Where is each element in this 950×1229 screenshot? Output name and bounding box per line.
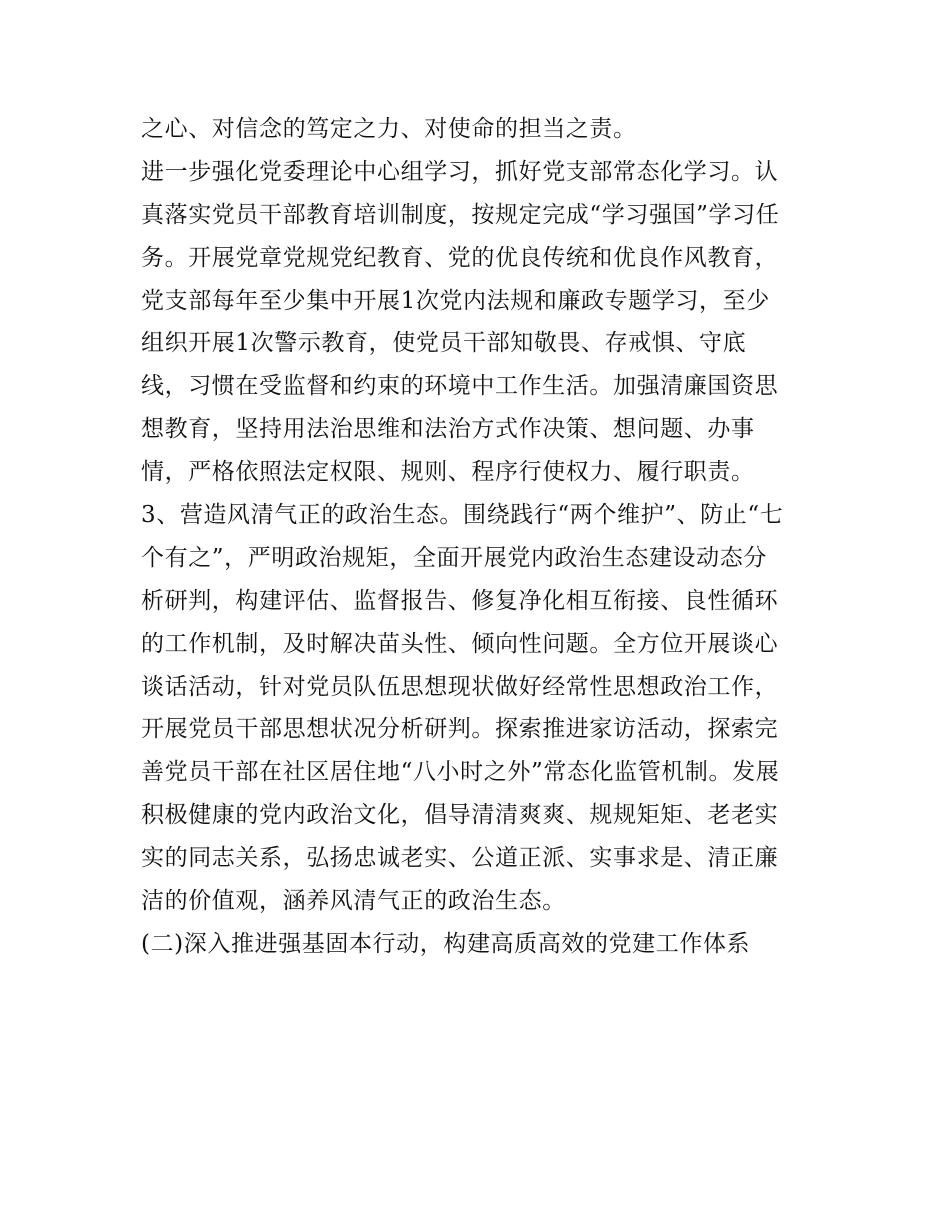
text-line: 积极健康的党内政治文化，倡导清清爽爽、规规矩矩、老老实 bbox=[141, 802, 779, 829]
text-line: 组织开展1次警示教育，使党员干部知敬畏、存戒惧、守底 bbox=[141, 330, 747, 357]
text-line: 想教育，坚持用法治思维和法治方式作决策、想问题、办事 bbox=[141, 416, 755, 443]
text-line: 之心、对信念的笃定之力、对使命的担当之责。 bbox=[141, 116, 637, 142]
text-line: 情，严格依照法定权限、规则、程序行使权力、履行职责。 bbox=[141, 459, 755, 486]
text-line: 党支部每年至少集中开展1次党内法规和廉政专题学习，至少 bbox=[141, 287, 770, 314]
text-line: 析研判，构建评估、监督报告、修复净化相互衔接、良性循环 bbox=[141, 587, 779, 614]
text-line: 个有之”，严明政治规矩，全面开展党内政治生态建设动态分 bbox=[141, 544, 767, 571]
document-body bbox=[141, 108, 821, 966]
subsection-heading: (二)深入推进强基固本行动，构建高质高效的党建工作体系 bbox=[141, 930, 751, 957]
text-line: 开展党员干部思想状况分析研判。探索推进家访活动，探索完 bbox=[141, 716, 779, 743]
text-line: 真落实党员干部教育培训制度，按规定完成“学习强国”学习任 bbox=[141, 201, 780, 228]
text-line: 实的同志关系，弘扬忠诚老实、公道正派、实事求是、清正廉 bbox=[141, 845, 779, 872]
text-line: 洁的价值观，涵养风清气正的政治生态。 bbox=[141, 888, 566, 915]
section-heading-line: 3、营造风清气正的政治生态。围绕践行“两个维护”、防止“七 bbox=[141, 502, 784, 529]
text-line: 谈话活动，针对党员队伍思想现状做好经常性思想政治工作， bbox=[141, 673, 779, 700]
text-line: 善党员干部在社区居住地“八小时之外”常态化监管机制。发展 bbox=[141, 759, 780, 786]
text-line: 进一步强化党委理论中心组学习，抓好党支部常态化学习。认 bbox=[141, 158, 779, 185]
text-line: 的工作机制，及时解决苗头性、倾向性问题。全方位开展谈心 bbox=[141, 630, 779, 657]
text-line: 线，习惯在受监督和约束的环境中工作生活。加强清廉国资思 bbox=[141, 373, 779, 400]
text-line: 务。开展党章党规党纪教育、党的优良传统和优良作风教育， bbox=[141, 244, 779, 271]
